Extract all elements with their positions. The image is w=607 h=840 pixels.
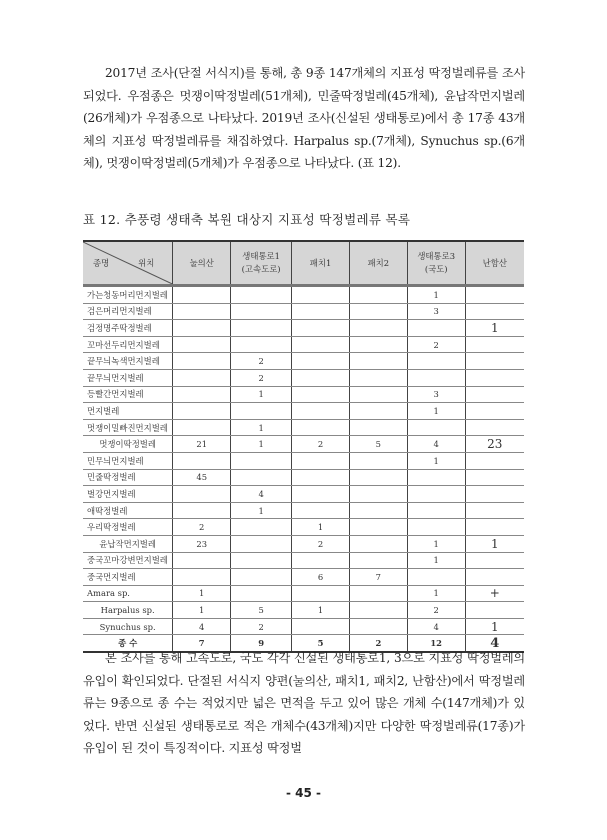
count-cell [407, 569, 465, 586]
count-cell: 1 [407, 403, 465, 420]
header-column-label: 생태통로3 [417, 251, 456, 261]
count-cell [173, 286, 231, 304]
species-name: 등빨간먼지벌레 [83, 386, 173, 403]
count-cell: 5 [349, 436, 407, 453]
count-cell [173, 486, 231, 503]
count-cell [292, 369, 350, 386]
table-row [83, 286, 524, 304]
count-cell [292, 386, 350, 403]
count-cell: 2 [231, 369, 292, 386]
count-cell: 4 [407, 618, 465, 635]
count-cell [407, 519, 465, 536]
count-cell [465, 353, 524, 370]
count-cell: 4 [231, 486, 292, 503]
count-cell: 1 [231, 502, 292, 519]
species-name: 윤납작먼지벌레 [83, 535, 173, 552]
count-cell [465, 519, 524, 536]
count-cell [349, 386, 407, 403]
count-cell [173, 369, 231, 386]
species-name: 먼지벌레 [83, 403, 173, 420]
count-cell: 2 [231, 618, 292, 635]
count-cell [407, 469, 465, 486]
count-cell [292, 336, 350, 353]
count-cell: 1 [292, 519, 350, 536]
count-cell: 1 [407, 585, 465, 602]
header-column-label: 생태통로1 [242, 251, 280, 261]
species-name: 민줄딱정벌레 [83, 469, 173, 486]
table-row [83, 519, 524, 536]
table-row [83, 618, 524, 635]
count-cell [173, 569, 231, 586]
count-cell: 23 [173, 535, 231, 552]
species-name: 벌강먼지벌레 [83, 486, 173, 503]
count-cell [349, 403, 407, 420]
count-cell [292, 585, 350, 602]
count-cell: 2 [292, 436, 350, 453]
count-cell [292, 452, 350, 469]
header-column [292, 241, 350, 286]
table-row [83, 320, 524, 337]
count-cell [465, 419, 524, 436]
header-column-label: 눌의산 [189, 257, 214, 268]
count-cell [349, 618, 407, 635]
count-cell: 4 [407, 436, 465, 453]
table-row [83, 585, 524, 602]
count-cell: 1 [465, 618, 524, 635]
count-cell [231, 469, 292, 486]
count-cell [173, 320, 231, 337]
count-cell [292, 486, 350, 503]
table-row [83, 535, 524, 552]
table-row [83, 336, 524, 353]
count-cell: 3 [407, 303, 465, 320]
count-cell: 2 [231, 353, 292, 370]
count-cell [292, 286, 350, 304]
count-cell [292, 353, 350, 370]
count-cell [292, 419, 350, 436]
count-cell [465, 452, 524, 469]
header-column [349, 241, 407, 286]
count-cell: 1 [407, 535, 465, 552]
count-cell [465, 502, 524, 519]
count-cell [349, 552, 407, 569]
header-column [407, 241, 465, 286]
table-caption: 표 12. 추풍령 생태축 복원 대상지 지표성 딱정벌레류 목록 [83, 212, 411, 227]
page-number: - 45 - [285, 786, 321, 800]
count-cell: 2 [292, 535, 350, 552]
count-cell [292, 403, 350, 420]
count-cell [465, 303, 524, 320]
count-cell [465, 552, 524, 569]
count-cell [349, 286, 407, 304]
header-column [231, 241, 292, 286]
count-cell: 12 [407, 635, 465, 652]
species-name: Harpalus sp. [83, 602, 173, 619]
count-cell [349, 519, 407, 536]
count-cell [349, 303, 407, 320]
header-diagonal-cell [83, 241, 173, 286]
count-cell [349, 486, 407, 503]
count-cell [231, 519, 292, 536]
count-cell: 5 [231, 602, 292, 619]
count-cell [231, 403, 292, 420]
count-cell [407, 353, 465, 370]
table-row [83, 569, 524, 586]
count-cell [349, 452, 407, 469]
count-cell: 2 [407, 602, 465, 619]
count-cell [349, 353, 407, 370]
count-cell [173, 403, 231, 420]
table-row [83, 403, 524, 420]
count-cell [465, 336, 524, 353]
count-cell [292, 552, 350, 569]
species-name: 우리딱정벌레 [83, 519, 173, 536]
count-cell [349, 502, 407, 519]
table-row [83, 469, 524, 486]
count-cell: 4 [465, 635, 524, 652]
count-cell: 23 [465, 436, 524, 453]
count-cell: 1 [465, 320, 524, 337]
count-cell [231, 452, 292, 469]
table-row [83, 486, 524, 503]
count-cell: 2 [173, 519, 231, 536]
count-cell [465, 386, 524, 403]
count-cell: 1 [231, 419, 292, 436]
species-name: 검정명주딱정벌레 [83, 320, 173, 337]
table-row [83, 386, 524, 403]
count-cell [349, 369, 407, 386]
header-column-sublabel: (국도) [424, 264, 448, 274]
count-cell [231, 585, 292, 602]
count-cell: 9 [231, 635, 292, 652]
count-cell [173, 303, 231, 320]
count-cell: 1 [407, 552, 465, 569]
count-cell [292, 502, 350, 519]
header-species: 종명 [93, 258, 110, 268]
count-cell: 45 [173, 469, 231, 486]
count-cell [349, 469, 407, 486]
count-cell [173, 419, 231, 436]
table-row [83, 303, 524, 320]
discussion-paragraph [83, 647, 525, 760]
count-cell: 1 [173, 585, 231, 602]
count-cell: 2 [349, 635, 407, 652]
count-cell [349, 336, 407, 353]
count-cell [407, 486, 465, 503]
table-body [83, 286, 524, 653]
count-cell [465, 602, 524, 619]
species-name: 꼬마선두리먼지벌레 [83, 336, 173, 353]
header-column-sublabel: (고속도로) [241, 264, 281, 274]
count-cell: 6 [292, 569, 350, 586]
count-cell [465, 403, 524, 420]
table-row [83, 452, 524, 469]
count-cell [349, 602, 407, 619]
total-label: 종 수 [83, 635, 173, 652]
count-cell: 1 [292, 602, 350, 619]
count-cell: 1 [407, 452, 465, 469]
count-cell: 7 [349, 569, 407, 586]
header-column-label: 패치1 [309, 257, 332, 268]
count-cell: 1 [231, 436, 292, 453]
count-cell [292, 303, 350, 320]
count-cell: + [465, 585, 524, 602]
species-name: 가는청동머리먼지벌레 [83, 286, 173, 304]
table-row [83, 436, 524, 453]
header-column-label: 패치2 [367, 257, 390, 268]
table-row [83, 369, 524, 386]
count-cell [292, 320, 350, 337]
count-cell: 5 [292, 635, 350, 652]
count-cell [173, 386, 231, 403]
count-cell [465, 369, 524, 386]
header-column [465, 241, 524, 286]
count-cell [173, 452, 231, 469]
species-name: 민무늬먼지벌레 [83, 452, 173, 469]
count-cell [231, 320, 292, 337]
table-row [83, 502, 524, 519]
count-cell [407, 320, 465, 337]
header-location: 위치 [138, 258, 155, 268]
species-name: Amara sp. [83, 585, 173, 602]
count-cell [292, 618, 350, 635]
count-cell: 3 [407, 386, 465, 403]
count-cell [173, 336, 231, 353]
beetle-species-table [83, 240, 524, 653]
count-cell: 4 [173, 618, 231, 635]
count-cell [231, 552, 292, 569]
count-cell [231, 286, 292, 304]
count-cell [349, 419, 407, 436]
species-name: Synuchus sp. [83, 618, 173, 635]
species-name: 중국먼지벌레 [83, 569, 173, 586]
count-cell [465, 486, 524, 503]
count-cell [173, 552, 231, 569]
count-cell [231, 535, 292, 552]
intro-paragraph-text: 2017년 조사(단절 서식지)를 통해, 총 9종 147개체의 지표성 딱정벌레류를 조사되었다. 우점종은 멋쟁이딱정벌레(51개체), 민줄딱정벌레(45개체), 윤납작먼지벌레(26개체)가 우점종으로 나타났다. 2019년 조사(신설된 생태통로)에서 총 17종 43개체의 지표성 딱정벌레류를 채집하였다. Harpalus sp.(7개체), Synuchus sp.(6개체), 멋쟁이딱정벌레(5개체)가 우점종으로 나타났다. (표 12). [83, 66, 525, 170]
species-name: 멋쟁이딱정벌레 [83, 436, 173, 453]
count-cell [231, 336, 292, 353]
count-cell [465, 569, 524, 586]
table-row [83, 419, 524, 436]
count-cell [231, 303, 292, 320]
count-cell [349, 535, 407, 552]
count-cell: 1 [407, 286, 465, 304]
count-cell [173, 353, 231, 370]
count-cell [231, 569, 292, 586]
count-cell [173, 502, 231, 519]
table-row [83, 552, 524, 569]
count-cell [407, 369, 465, 386]
count-cell: 1 [173, 602, 231, 619]
species-name: 멋쟁이밀빠진먼지벌레 [83, 419, 173, 436]
count-cell: 1 [465, 535, 524, 552]
count-cell [407, 419, 465, 436]
count-cell [407, 502, 465, 519]
species-name: 끝무늬먼지벌레 [83, 369, 173, 386]
count-cell [349, 585, 407, 602]
count-cell [465, 286, 524, 304]
species-name: 끝무늬녹색먼지벌레 [83, 353, 173, 370]
header-column [173, 241, 231, 286]
table-header-row [83, 241, 524, 286]
count-cell: 2 [407, 336, 465, 353]
discussion-paragraph-text: 본 조사를 통해 고속도로, 국도 각각 신설된 생태통로1, 3으로 지표성 딱정벌레의 유입이 확인되었다. 단절된 서식지 양편(눌의산, 패치1, 패치2, 난함산)에서 딱정벌레류는 9종으로 종 수는 적었지만 넓은 면적을 두고 있어 많은 개체 수(147개체)가 있었다. 반면 신설된 생태통로로 적은 개체수(43개체)지만 다양한 딱정벌레류(17종)가 유입이 된 것이 특징적이다. 지표성 딱정벌 [83, 651, 525, 755]
count-cell [465, 469, 524, 486]
species-name: 검은머리먼지벌레 [83, 303, 173, 320]
count-cell [292, 469, 350, 486]
table-row [83, 353, 524, 370]
count-cell [349, 320, 407, 337]
count-cell: 21 [173, 436, 231, 453]
species-name: 애딱정벌레 [83, 502, 173, 519]
species-name: 중국꼬마강변먼지벌레 [83, 552, 173, 569]
header-column-label: 난함산 [482, 257, 507, 268]
count-cell: 1 [231, 386, 292, 403]
table-row [83, 602, 524, 619]
intro-paragraph [83, 62, 525, 175]
count-cell: 7 [173, 635, 231, 652]
